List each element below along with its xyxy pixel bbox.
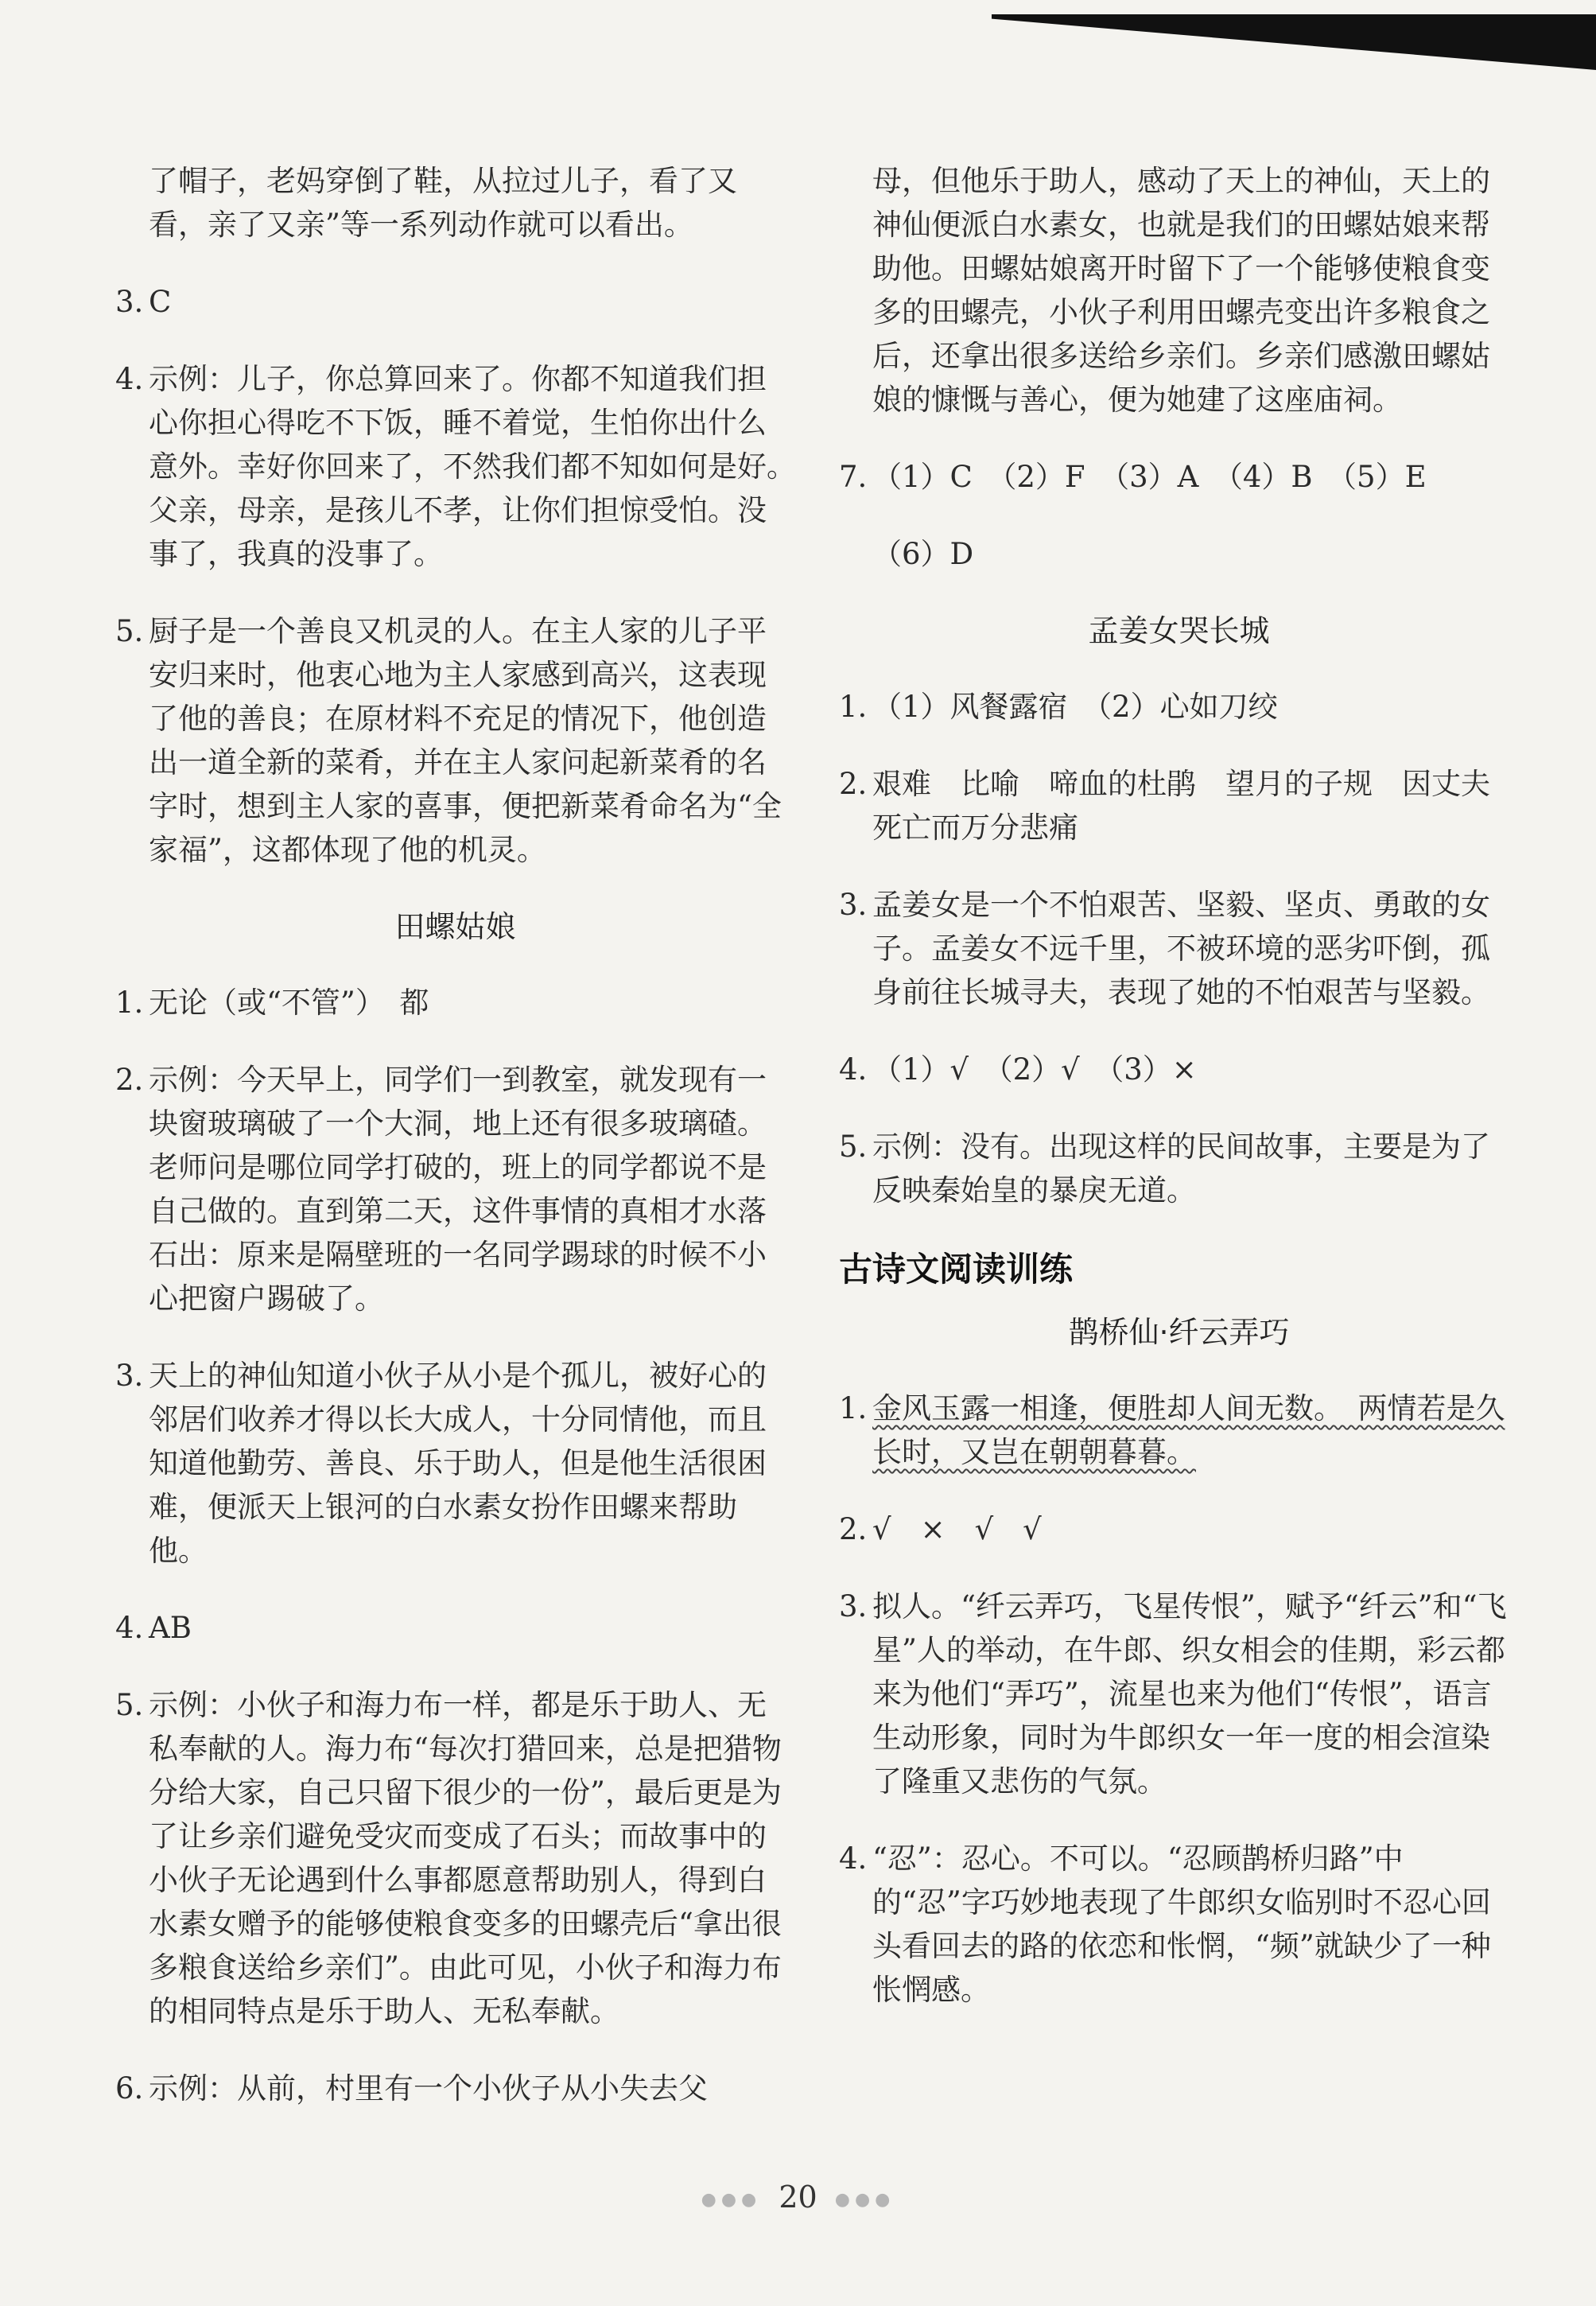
item-number: 5. (115, 614, 144, 648)
item-text: 天上的神仙知道小伙子从小是个孤儿，被好心的邻居们收养才得以长大成人，十分同情他，而且知道他勤劳、善良、乐于助人，但是他生活很困难，便派天上银河的白水素女扮作田螺来帮助他。 (149, 1359, 767, 1568)
item-number: 4. (115, 362, 144, 396)
corner-decoration (992, 14, 1596, 70)
item-text: AB (149, 1611, 192, 1645)
answer-item (839, 455, 1519, 499)
item-number: 3. (839, 888, 868, 922)
item-text: 示例：从前，村里有一个小伙子从小失去父 (149, 2071, 708, 2106)
answer-item (839, 762, 1519, 850)
item-number: 2. (839, 1512, 868, 1546)
story-title-mengjiangnv: 孟姜女哭长城 (1088, 613, 1270, 648)
item-text: （1）√ （2）√ （3）× (872, 1052, 1197, 1087)
item-text: 拟人。“纤云弄巧，飞星传恨”，赋予“纤云”和“飞星”人的举动，在牛郎、织女相会的佳期，彩云都来为他们“弄巧”，流星也来为他们“传恨”，语言生动形象，同时为牛郎织女一年一度的相会渲染了隆重又悲伤的气氛。 (872, 1589, 1507, 1799)
item-text: √ × √ √ (872, 1512, 1042, 1546)
answer-item (115, 1354, 795, 1573)
item-number: 6. (115, 2071, 144, 2106)
item-text: C (149, 285, 172, 319)
item-text: 示例：没有。出现这样的民间故事，主要是为了反映秦始皇的暴戾无道。 (872, 1130, 1490, 1207)
left-column (115, 159, 811, 2144)
item-number: 1. (115, 986, 144, 1020)
item-number: 2. (115, 1063, 144, 1097)
item-text: 艰难 比喻 啼血的杜鹃 望月的子规 因丈夫死亡而万分悲痛 (872, 767, 1490, 845)
answer-item (839, 1585, 1519, 1803)
answer-item (115, 981, 795, 1025)
footer-dots-left: ●●● (701, 2190, 762, 2210)
item-text: （1）C （2）F （3）A （4）B （5）E (872, 460, 1427, 494)
item-number: 3. (115, 1359, 144, 1393)
answer-item (115, 1058, 795, 1320)
item-text: 示例：今天早上，同学们一到教室，就发现有一块窗玻璃破了一个大洞，地上还有很多玻璃碴。老师问是哪位同学打破的，班上的同学都说不是自己做的。直到第二天，这件事情的真相才水落石出：原来是隔壁班的一名同学踢球的时候不小心把窗户踢破了。 (149, 1063, 767, 1316)
answer-item (839, 1386, 1519, 1474)
section-title: 古诗文阅读训练 (839, 1250, 1074, 1289)
item-number: 5. (115, 1688, 144, 1722)
item-number: 1. (839, 690, 868, 724)
answer-item (839, 1837, 1519, 2012)
item-number: 7. (839, 460, 868, 494)
item-text: 孟姜女是一个不怕艰苦、坚毅、坚贞、勇敢的女子。孟姜女不远千里，不被环境的恶劣吓倒，孤身前往长城寻夫，表现了她的不怕艰苦与坚毅。 (872, 888, 1490, 1009)
item-number: 4. (839, 1841, 868, 1876)
footer-dots-right: ●●● (834, 2190, 895, 2210)
answer-item (115, 280, 795, 324)
answer-item (839, 883, 1519, 1014)
item-number: 3. (839, 1589, 868, 1624)
page-footer (0, 2180, 1596, 2215)
answer-item (115, 1606, 795, 1650)
answer-item (839, 685, 1519, 729)
poem-title: 鹊桥仙·纤云弄巧 (1068, 1315, 1290, 1350)
continued-text: 母，但他乐于助人，感动了天上的神仙，天上的神仙便派白水素女，也就是我们的田螺姑娘来帮助他。田螺姑娘离开时留下了一个能够使粮食变多的田螺壳，小伙子利用田螺壳变出许多粮食之后，还拿出很多送给乡亲们。乡亲们感激田螺姑娘的慷慨与善心，便为她建了这座庙祠。 (872, 164, 1490, 417)
item-text: 示例：小伙子和海力布一样，都是乐于助人、无私奉献的人。海力布“每次打猎回来，总是把猎物分给大家，自己只留下很少的一份”，最后更是为了让乡亲们避免受灾而变成了石头；而故事中的小伙子无论遇到什么事都愿意帮助别人，得到白水素女赠予的能够使粮食变多的田螺壳后“拿出很多粮食送给乡亲们”。由此可见，小伙子和海力布的相同特点是乐于助人、无私奉献。 (149, 1688, 782, 2028)
item-text: （6）D (872, 537, 974, 571)
item-text: （1）风餐露宿 （2）心如刀绞 (872, 690, 1278, 724)
answer-item (115, 2067, 795, 2110)
answer-item (115, 1683, 795, 2033)
item-text: 示例：儿子，你总算回来了。你都不知道我们担心你担心得吃不下饭，睡不着觉，生怕你出什么意外。幸好你回来了，不然我们都不知如何是好。 父亲，母亲，是孩儿不孝，让你们担惊受怕。没事了，我真的没事了。 (149, 362, 811, 571)
item-text: “忍”：忍心。不可以。“忍顾鹊桥归路”中的“忍”字巧妙地表现了牛郎织女临别时不忍心回头看回去的路的依恋和怅惘，“频”就缺少了一种怅惘感。 (872, 1841, 1491, 2007)
answer-item (115, 609, 795, 872)
answer-item (839, 1125, 1519, 1212)
item-number: 1. (839, 1391, 868, 1425)
item-number: 4. (115, 1611, 144, 1645)
item-number: 5. (839, 1130, 868, 1164)
item-text: 无论（或“不管”） 都 (149, 986, 429, 1020)
story-title-tianluo: 田螺姑娘 (394, 909, 516, 944)
item-text: 金风玉露一相逢，便胜却人间无数。 两情若是久长时，又岂在朝朝暮暮。 (872, 1391, 1505, 1469)
right-column (839, 159, 1519, 2045)
answer-item (839, 1507, 1519, 1551)
answer-item (115, 357, 811, 576)
answer-item (839, 1048, 1519, 1091)
item-number: 3. (115, 285, 144, 319)
continued-text: 了帽子，老妈穿倒了鞋，从拉过儿子，看了又看，亲了又亲”等一系列动作就可以看出。 (149, 164, 737, 242)
answer-item (839, 532, 1519, 576)
item-number: 4. (839, 1052, 868, 1087)
item-number: 2. (839, 767, 868, 801)
item-text: 厨子是一个善良又机灵的人。在主人家的儿子平安归来时，他衷心地为主人家感到高兴，这表现了他的善良；在原材料不充足的情况下，他创造出一道全新的菜肴，并在主人家问起新菜肴的名字时，想到主人家的喜事，便把新菜肴命名为“全家福”，这都体现了他的机灵。 (149, 614, 782, 867)
page-number: 20 (779, 2180, 817, 2215)
